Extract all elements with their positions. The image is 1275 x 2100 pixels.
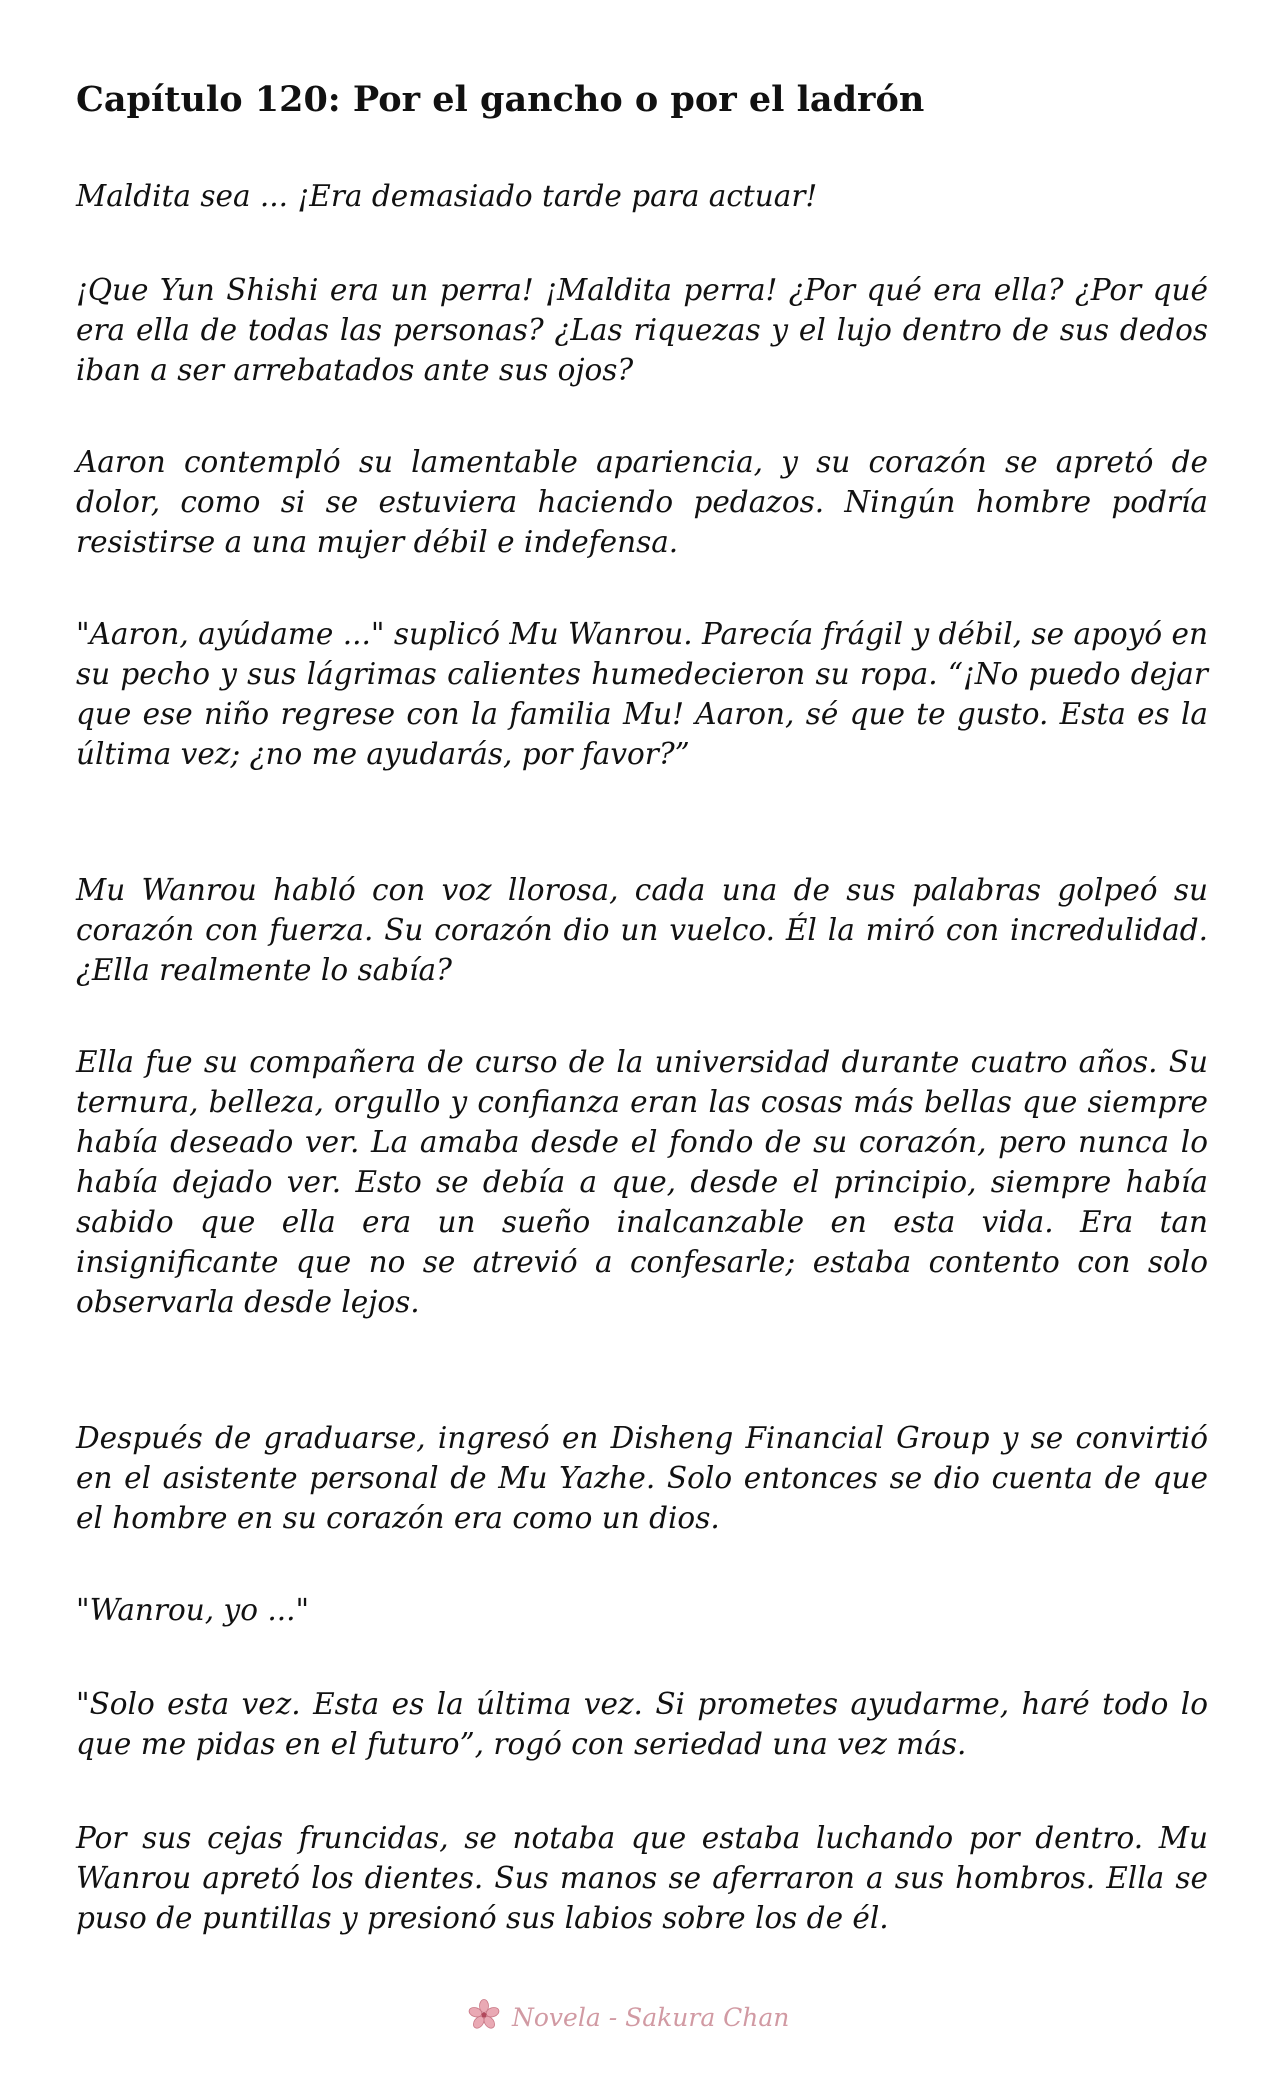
paragraph-4: "Aaron, ayúdame ..." suplicó Mu Wanrou. Parecía frágil y débil, se apoyó en su pecho y sus lágrimas calientes humedecieron su ropa. “¡No puedo dejar que ese niño regrese con la familia Mu! Aaron, sé que te gusto. Esta es la última vez; ¿no me ayudarás, por favor?” xyxy=(76,617,1208,771)
watermark xyxy=(466,1997,789,2037)
paragraph-10: Por sus cejas fruncidas, se notaba que estaba luchando por dentro. Mu Wanrou apretó los dientes. Sus manos se aferraron a sus hombros. Ella se puso de puntillas y presionó sus labios sobre los de él. xyxy=(76,1821,1208,1935)
paragraph-1: Maldita sea ... ¡Era demasiado tarde para actuar! xyxy=(76,179,818,213)
paragraph-5: Mu Wanrou habló con voz llorosa, cada una de sus palabras golpeó su corazón con fuerza. Su corazón dio un vuelco. Él la miró con incredulidad. ¿Ella realmente lo sabía? xyxy=(76,873,1208,987)
paragraph-2: ¡Que Yun Shishi era un perra! ¡Maldita perra! ¿Por qué era ella? ¿Por qué era ella de todas las personas? ¿Las riquezas y el lujo dentro de sus dedos iban a ser arrebatados ante sus ojos? xyxy=(76,273,1208,387)
paragraph-8: "Wanrou, yo ..." xyxy=(76,1593,310,1627)
sakura-flower-icon xyxy=(466,1998,502,2037)
paragraph-3: Aaron contempló su lamentable apariencia, y su corazón se apretó de dolor, como si se estuviera haciendo pedazos. Ningún hombre podría resistirse a una mujer débil e indefensa. xyxy=(76,445,1208,559)
watermark-text: Novela - Sakura Chan xyxy=(512,2002,790,2032)
paragraph-9: "Solo esta vez. Esta es la última vez. Si prometes ayudarme, haré todo lo que me pidas en el futuro”, rogó con seriedad una vez más. xyxy=(76,1687,1208,1761)
chapter-title: Capítulo 120: Por el gancho o por el ladrón xyxy=(76,79,925,120)
paragraph-6: Ella fue su compañera de curso de la universidad durante cuatro años. Su ternura, belleza, orgullo y confianza eran las cosas más bellas que siempre había deseado ver. La amaba desde el fondo de su corazón, pero nunca lo había dejado ver. Esto se debía a que, desde el principio, siempre había sabido que ella era un sueño inalcanzable en esta vida. Era tan insignificante que no se atrevió a confesarle; estaba contento con solo observarla desde lejos. xyxy=(76,1045,1208,1319)
paragraph-7: Después de graduarse, ingresó en Disheng Financial Group y se convirtió en el asistente personal de Mu Yazhe. Solo entonces se dio cuenta de que el hombre en su corazón era como un dios. xyxy=(76,1421,1208,1535)
